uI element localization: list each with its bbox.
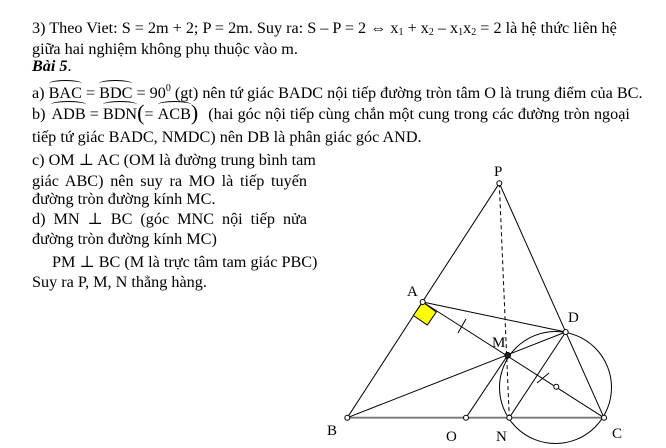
word: cùng	[318, 105, 350, 123]
point-o	[464, 415, 469, 420]
part3-text: + x	[403, 19, 429, 37]
segment-ad	[423, 302, 566, 332]
label-c: C	[612, 426, 623, 442]
right-angle-marker	[413, 302, 436, 325]
point-b	[345, 415, 350, 420]
degree: 0	[165, 83, 171, 94]
part-d-line4: Suy ra P, M, N thẳng hàng.	[32, 273, 207, 291]
segment-nd	[509, 332, 565, 418]
label-d: D	[568, 310, 579, 326]
part-b-label: b)	[32, 105, 46, 123]
point-p	[497, 181, 502, 186]
tick-mark	[458, 319, 466, 333]
word: đường	[517, 105, 560, 123]
angle-acb: ACB	[157, 105, 191, 123]
word: nội	[265, 105, 286, 123]
open-paren: (	[137, 100, 145, 125]
part-c-line3: đường tròn đường kính MC.	[32, 190, 216, 208]
part-a-label: a)	[32, 84, 49, 102]
word: tiếp	[289, 105, 315, 123]
part-d-line1: d) MN ⊥ BC (góc MNC nội tiếp nửa	[32, 210, 307, 228]
point-n	[507, 415, 512, 420]
equals: =	[144, 105, 158, 123]
label-m: M	[492, 335, 506, 351]
subscript: 1	[458, 27, 464, 38]
close-paren: )	[190, 100, 199, 125]
word: tròn	[563, 105, 590, 123]
label-b: B	[327, 423, 338, 439]
segment-bd	[347, 332, 565, 418]
part3-text: = 2 là hệ thức liên hệ	[476, 19, 617, 37]
word: cung	[418, 105, 450, 123]
point-c	[602, 415, 607, 420]
segment-om	[466, 355, 508, 417]
word: một	[388, 105, 414, 123]
part-c-line2: giác ABC) nên suy ra MO là tiếp tuyến	[32, 172, 307, 190]
subscript: 2	[428, 27, 434, 38]
word: ngoại	[593, 105, 630, 123]
part-b-line2: tiếp tứ giác BADC, NMDC) nên DB là phân giác góc AND.	[32, 128, 422, 146]
word: trong	[453, 105, 488, 123]
label-o: O	[446, 429, 457, 445]
part3-text: x	[463, 19, 472, 37]
angle-bdn: BDN	[102, 105, 138, 123]
part-d-line2: đường tròn đường kính MC)	[32, 230, 217, 248]
label-a: A	[407, 284, 418, 300]
label-p: P	[494, 164, 503, 180]
part3-text: 3) Theo Viet: S = 2m + 2; P = 2m. Suy ra: S – P = 2 ⇔ x	[32, 19, 399, 37]
segment-pn-dashed	[499, 183, 509, 417]
heading-text: Bài 5	[32, 57, 68, 75]
part-a-text: (gt) nên tứ giác BADC nội tiếp đường tròn tâm O là trung điểm của BC.	[170, 84, 643, 102]
angle-bdc: BDC	[99, 84, 133, 102]
heading-dot: .	[67, 57, 72, 75]
word: góc	[237, 105, 261, 123]
part3-line2: giữa hai nghiệm không phụ thuộc vào m.	[32, 40, 298, 58]
word: (hai	[208, 105, 234, 123]
segment-pc	[499, 183, 604, 417]
equals-90: = 90	[132, 84, 166, 102]
point-a	[420, 300, 425, 305]
equals: =	[85, 105, 103, 123]
equals: =	[81, 84, 100, 102]
part-c-line1: c) OM ⊥ AC (OM là đường trung bình tam	[32, 151, 316, 169]
part-d-line3: PM ⊥ BC (M là trực tâm tam giác PBC)	[52, 253, 318, 271]
point-d	[563, 330, 568, 335]
part3-text: – x	[433, 19, 459, 37]
angle-adb: ADB	[51, 105, 86, 123]
word: chắn	[354, 105, 385, 123]
word: các	[492, 105, 514, 123]
angle-bac: BAC	[48, 84, 82, 102]
subscript: 1	[398, 27, 404, 38]
point-circle-center	[554, 384, 559, 389]
subscript: 2	[471, 27, 477, 38]
point-m	[505, 353, 511, 359]
label-n: N	[496, 429, 507, 445]
